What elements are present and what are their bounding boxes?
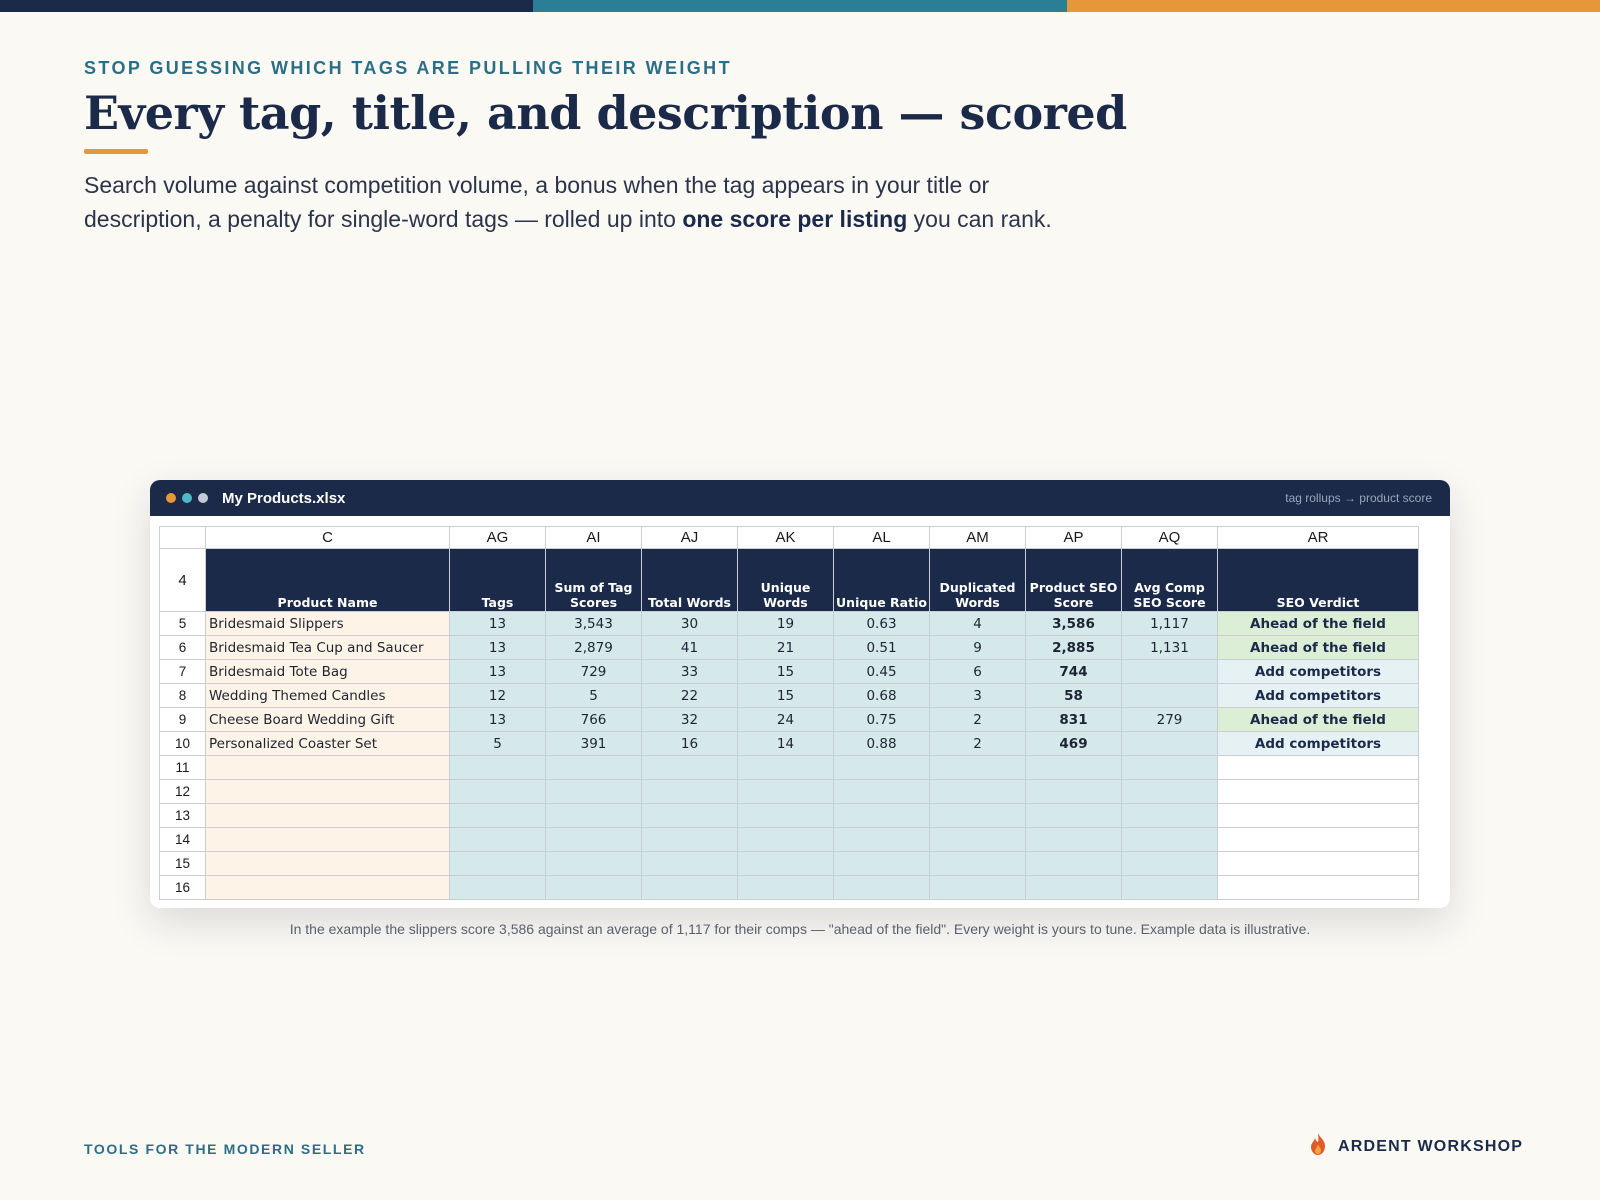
cell-sum-tag-scores[interactable] — [546, 852, 642, 876]
table-row — [160, 756, 1419, 780]
window-title: My Products.xlsx — [222, 489, 346, 507]
column-header-am[interactable]: AM — [930, 527, 1026, 549]
lede-paragraph — [84, 168, 1064, 236]
cell-total-words[interactable] — [642, 876, 738, 900]
cell-tags[interactable]: 13 — [450, 660, 546, 684]
cell-product-name[interactable]: Bridesmaid Tote Bag — [206, 660, 450, 684]
cell-product-seo-score[interactable] — [1026, 756, 1122, 780]
cell-duplicated-words[interactable]: 6 — [930, 660, 1026, 684]
column-header-ar[interactable]: AR — [1218, 527, 1419, 549]
header-product-name[interactable]: Product Name — [206, 549, 450, 612]
cell-sum-tag-scores[interactable]: 766 — [546, 708, 642, 732]
cell-seo-verdict[interactable] — [1218, 756, 1419, 780]
row-number[interactable]: 14 — [160, 828, 206, 852]
cell-seo-verdict[interactable]: Add competitors — [1218, 732, 1419, 756]
cell-unique-words[interactable]: 24 — [738, 708, 834, 732]
cell-unique-ratio[interactable] — [834, 780, 930, 804]
cell-duplicated-words[interactable]: 9 — [930, 636, 1026, 660]
cell-total-words[interactable] — [642, 804, 738, 828]
cell-avg-comp-seo-score[interactable]: 279 — [1122, 708, 1218, 732]
cell-sum-tag-scores[interactable]: 391 — [546, 732, 642, 756]
cell-total-words[interactable]: 22 — [642, 684, 738, 708]
eyebrow-text: STOP GUESSING WHICH TAGS ARE PULLING THEIR WEIGHT — [84, 58, 732, 78]
cell-product-seo-score[interactable]: 469 — [1026, 732, 1122, 756]
row-number[interactable]: 10 — [160, 732, 206, 756]
cell-avg-comp-seo-score[interactable] — [1122, 876, 1218, 900]
corner-cell[interactable] — [160, 527, 206, 549]
cell-unique-ratio[interactable] — [834, 876, 930, 900]
cell-product-name[interactable] — [206, 804, 450, 828]
cell-unique-ratio[interactable]: 0.45 — [834, 660, 930, 684]
cell-sum-tag-scores[interactable] — [546, 828, 642, 852]
cell-seo-verdict[interactable] — [1218, 780, 1419, 804]
cell-duplicated-words[interactable] — [930, 852, 1026, 876]
row-number[interactable]: 8 — [160, 684, 206, 708]
cell-product-name[interactable] — [206, 828, 450, 852]
cell-unique-ratio[interactable]: 0.68 — [834, 684, 930, 708]
cell-product-seo-score[interactable] — [1026, 780, 1122, 804]
cell-product-seo-score[interactable] — [1026, 804, 1122, 828]
cell-tags[interactable] — [450, 828, 546, 852]
cell-avg-comp-seo-score[interactable] — [1122, 756, 1218, 780]
top-accent-bar — [0, 0, 1600, 12]
cell-avg-comp-seo-score[interactable] — [1122, 660, 1218, 684]
cell-avg-comp-seo-score[interactable]: 1,117 — [1122, 612, 1218, 636]
flame-icon — [1308, 1132, 1328, 1161]
cell-duplicated-words[interactable]: 3 — [930, 684, 1026, 708]
spreadsheet-window — [150, 480, 1450, 908]
cell-tags[interactable]: 13 — [450, 708, 546, 732]
table-row — [160, 876, 1419, 900]
lede-emphasis: one score per listing — [682, 206, 908, 232]
cell-unique-words[interactable]: 15 — [738, 660, 834, 684]
column-header-ai[interactable]: AI — [546, 527, 642, 549]
cell-unique-words[interactable]: 21 — [738, 636, 834, 660]
cell-duplicated-words[interactable] — [930, 756, 1026, 780]
cell-unique-words[interactable] — [738, 804, 834, 828]
cell-sum-tag-scores[interactable]: 729 — [546, 660, 642, 684]
cell-seo-verdict[interactable] — [1218, 828, 1419, 852]
cell-unique-ratio[interactable] — [834, 828, 930, 852]
cell-tags[interactable]: 5 — [450, 732, 546, 756]
cell-unique-words[interactable]: 14 — [738, 732, 834, 756]
row-number[interactable]: 11 — [160, 756, 206, 780]
field-header-row — [160, 549, 1419, 612]
cell-tags[interactable] — [450, 876, 546, 900]
footer-brand — [1308, 1132, 1523, 1161]
row-number[interactable]: 4 — [160, 549, 206, 612]
row-number[interactable]: 9 — [160, 708, 206, 732]
cell-avg-comp-seo-score[interactable] — [1122, 780, 1218, 804]
footer-tagline: TOOLS FOR THE MODERN SELLER — [84, 1141, 366, 1157]
cell-duplicated-words[interactable] — [930, 828, 1026, 852]
cell-unique-words[interactable] — [738, 876, 834, 900]
row-number[interactable]: 7 — [160, 660, 206, 684]
table-row — [160, 732, 1419, 756]
cell-seo-verdict[interactable]: Add competitors — [1218, 684, 1419, 708]
cell-product-name[interactable]: Personalized Coaster Set — [206, 732, 450, 756]
top-bar-teal — [533, 0, 1066, 12]
cell-total-words[interactable] — [642, 828, 738, 852]
header-tags[interactable]: Tags — [450, 549, 546, 612]
cell-total-words[interactable]: 32 — [642, 708, 738, 732]
cell-duplicated-words[interactable]: 2 — [930, 732, 1026, 756]
window-subtitle: tag rollups → product score — [1285, 491, 1432, 505]
cell-seo-verdict[interactable] — [1218, 852, 1419, 876]
cell-seo-verdict[interactable]: Ahead of the field — [1218, 612, 1419, 636]
cell-total-words[interactable] — [642, 780, 738, 804]
cell-sum-tag-scores[interactable] — [546, 804, 642, 828]
table-row — [160, 804, 1419, 828]
cell-tags[interactable]: 13 — [450, 636, 546, 660]
cell-product-seo-score[interactable]: 3,586 — [1026, 612, 1122, 636]
cell-unique-words[interactable] — [738, 756, 834, 780]
header-sum-tag-scores[interactable]: Sum of Tag Scores — [546, 549, 642, 612]
cell-seo-verdict[interactable]: Add competitors — [1218, 660, 1419, 684]
cell-seo-verdict[interactable] — [1218, 876, 1419, 900]
row-number[interactable]: 15 — [160, 852, 206, 876]
cell-product-name[interactable] — [206, 876, 450, 900]
table-row — [160, 708, 1419, 732]
header-avg-comp-seo-score[interactable]: Avg Comp SEO Score — [1122, 549, 1218, 612]
top-bar-orange — [1067, 0, 1600, 12]
row-number[interactable]: 12 — [160, 780, 206, 804]
cell-duplicated-words[interactable] — [930, 876, 1026, 900]
header-unique-words[interactable]: Unique Words — [738, 549, 834, 612]
cell-unique-ratio[interactable] — [834, 756, 930, 780]
cell-sum-tag-scores[interactable]: 2,879 — [546, 636, 642, 660]
cell-product-name[interactable] — [206, 780, 450, 804]
window-dot-teal[interactable] — [182, 493, 192, 503]
cell-sum-tag-scores[interactable]: 3,543 — [546, 612, 642, 636]
top-bar-navy — [0, 0, 533, 12]
page-title: Every tag, title, and description — scored — [84, 86, 1127, 140]
cell-seo-verdict[interactable] — [1218, 804, 1419, 828]
window-titlebar — [150, 480, 1450, 516]
column-header-aq[interactable]: AQ — [1122, 527, 1218, 549]
cell-product-name[interactable]: Cheese Board Wedding Gift — [206, 708, 450, 732]
row-number[interactable]: 13 — [160, 804, 206, 828]
cell-total-words[interactable]: 16 — [642, 732, 738, 756]
spreadsheet-grid — [159, 526, 1419, 900]
cell-avg-comp-seo-score[interactable]: 1,131 — [1122, 636, 1218, 660]
cell-unique-ratio[interactable] — [834, 804, 930, 828]
column-header-aj[interactable]: AJ — [642, 527, 738, 549]
cell-unique-ratio[interactable]: 0.63 — [834, 612, 930, 636]
column-letter-row — [160, 527, 1419, 549]
cell-unique-ratio[interactable]: 0.51 — [834, 636, 930, 660]
cell-unique-ratio[interactable] — [834, 852, 930, 876]
cell-duplicated-words[interactable] — [930, 780, 1026, 804]
row-number[interactable]: 5 — [160, 612, 206, 636]
cell-product-seo-score[interactable] — [1026, 852, 1122, 876]
cell-product-seo-score[interactable]: 831 — [1026, 708, 1122, 732]
table-row — [160, 684, 1419, 708]
cell-unique-words[interactable]: 15 — [738, 684, 834, 708]
cell-product-name[interactable] — [206, 756, 450, 780]
column-header-ag[interactable]: AG — [450, 527, 546, 549]
title-underline — [84, 149, 148, 154]
cell-unique-ratio[interactable]: 0.88 — [834, 732, 930, 756]
cell-seo-verdict[interactable]: Ahead of the field — [1218, 708, 1419, 732]
row-number[interactable]: 16 — [160, 876, 206, 900]
cell-tags[interactable] — [450, 804, 546, 828]
table-row — [160, 660, 1419, 684]
header-total-words[interactable]: Total Words — [642, 549, 738, 612]
cell-product-name[interactable]: Bridesmaid Slippers — [206, 612, 450, 636]
cell-avg-comp-seo-score[interactable] — [1122, 732, 1218, 756]
brand-name: ARDENT WORKSHOP — [1338, 1137, 1524, 1155]
cell-tags[interactable]: 12 — [450, 684, 546, 708]
header-seo-verdict[interactable]: SEO Verdict — [1218, 549, 1419, 612]
caption-text: In the example the slippers score 3,586 against an average of 1,117 for their comps — "ahead of the field". Every weight is yours to tune. Example data is illustrative. — [289, 921, 1311, 937]
column-header-ak[interactable]: AK — [738, 527, 834, 549]
window-dot-orange[interactable] — [166, 493, 176, 503]
cell-avg-comp-seo-score[interactable] — [1122, 684, 1218, 708]
cell-sum-tag-scores[interactable] — [546, 756, 642, 780]
cell-avg-comp-seo-score[interactable] — [1122, 828, 1218, 852]
cell-product-name[interactable]: Bridesmaid Tea Cup and Saucer — [206, 636, 450, 660]
cell-unique-words[interactable] — [738, 852, 834, 876]
cell-sum-tag-scores[interactable] — [546, 876, 642, 900]
cell-tags[interactable] — [450, 780, 546, 804]
cell-unique-words[interactable] — [738, 828, 834, 852]
cell-total-words[interactable] — [642, 852, 738, 876]
cell-tags[interactable] — [450, 852, 546, 876]
cell-avg-comp-seo-score[interactable] — [1122, 852, 1218, 876]
cell-tags[interactable] — [450, 756, 546, 780]
cell-product-seo-score[interactable] — [1026, 828, 1122, 852]
cell-product-name[interactable]: Wedding Themed Candles — [206, 684, 450, 708]
cell-total-words[interactable]: 33 — [642, 660, 738, 684]
cell-unique-words[interactable] — [738, 780, 834, 804]
column-header-c[interactable]: C — [206, 527, 450, 549]
cell-sum-tag-scores[interactable]: 5 — [546, 684, 642, 708]
cell-sum-tag-scores[interactable] — [546, 780, 642, 804]
lede-text-2: you can rank. — [907, 206, 1052, 232]
header-duplicated-words[interactable]: Duplicated Words — [930, 549, 1026, 612]
table-row — [160, 612, 1419, 636]
cell-product-seo-score[interactable]: 744 — [1026, 660, 1122, 684]
cell-total-words[interactable]: 41 — [642, 636, 738, 660]
cell-avg-comp-seo-score[interactable] — [1122, 804, 1218, 828]
table-row — [160, 852, 1419, 876]
cell-duplicated-words[interactable]: 4 — [930, 612, 1026, 636]
table-row — [160, 828, 1419, 852]
cell-product-seo-score[interactable] — [1026, 876, 1122, 900]
column-header-al[interactable]: AL — [834, 527, 930, 549]
table-row — [160, 636, 1419, 660]
row-number[interactable]: 6 — [160, 636, 206, 660]
cell-unique-words[interactable]: 19 — [738, 612, 834, 636]
cell-product-name[interactable] — [206, 852, 450, 876]
cell-duplicated-words[interactable]: 2 — [930, 708, 1026, 732]
header-unique-ratio[interactable]: Unique Ratio — [834, 549, 930, 612]
cell-seo-verdict[interactable]: Ahead of the field — [1218, 636, 1419, 660]
window-dot-grey[interactable] — [198, 493, 208, 503]
cell-product-seo-score[interactable]: 58 — [1026, 684, 1122, 708]
header-product-seo-score[interactable]: Product SEO Score — [1026, 549, 1122, 612]
table-row — [160, 780, 1419, 804]
column-header-ap[interactable]: AP — [1026, 527, 1122, 549]
cell-product-seo-score[interactable]: 2,885 — [1026, 636, 1122, 660]
cell-total-words[interactable]: 30 — [642, 612, 738, 636]
cell-tags[interactable]: 13 — [450, 612, 546, 636]
cell-duplicated-words[interactable] — [930, 804, 1026, 828]
cell-unique-ratio[interactable]: 0.75 — [834, 708, 930, 732]
cell-total-words[interactable] — [642, 756, 738, 780]
lede-text-1: Search volume against competition volume, a bonus when the tag appears in your title or description, a penalty for single-word tags — rolled up into — [84, 172, 990, 232]
